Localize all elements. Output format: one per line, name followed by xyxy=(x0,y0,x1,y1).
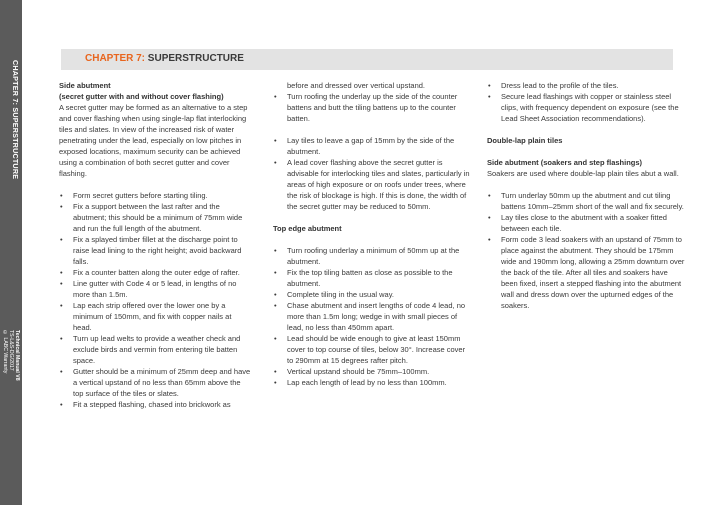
sidebar xyxy=(0,0,22,505)
list-item: • Secure lead flashings with copper or stainless steel clips, with frequency dependent on exposure (see the Lead Sheet Association recommendations). xyxy=(487,91,685,124)
list-item: • Turn roofing underlay a minimum of 50mm up at the abutment. xyxy=(273,245,471,267)
list-item: • Form code 3 lead soakers with an upstand of 75mm to place against the abutment. They should be 175mm wide and 190mm long, allowing a 25mm downturn over the back of the tile. After all tiles and soakers have been fixed, insert a stepped flashing into the abutment wall and dress down over the upturned edges of the soakers. xyxy=(487,234,685,311)
bullet-list xyxy=(273,245,471,388)
list-item: • Turn up lead welts to provide a weather check and exclude birds and vermin from entering tile batten space. xyxy=(59,333,251,366)
list-item: • Line gutter with Code 4 or 5 lead, in lengths of no more than 1.5m. xyxy=(59,278,251,300)
sidebar-chapter-label: CHAPTER 7: SUPERSTRUCTURE xyxy=(11,60,20,180)
section-subheading: Side abutment (soakers and step flashings) xyxy=(487,158,643,167)
chapter-title: SUPERSTRUCTURE xyxy=(147,53,244,64)
list-item: • Form secret gutters before starting tiling. xyxy=(59,190,251,201)
bullet-list xyxy=(59,190,251,410)
bullet-list xyxy=(273,135,471,212)
list-item: • Fix a support between the last rafter and the abutment; this should be a minimum of 75mm wide and run the full length of the abutment. xyxy=(59,201,251,234)
list-item: • Lead should be wide enough to give at least 150mm cover to top course of tiles, below 30°. Increase cover to 290mm at 15 degrees rafter pitch. xyxy=(273,333,471,366)
chapter-number: CHAPTER 7: xyxy=(85,53,146,64)
list-item: • Complete tiling in the usual way. xyxy=(273,289,471,300)
list-item: • Fix a splayed timber fillet at the discharge point to raise lead lining to the right height; avoid backward falls. xyxy=(59,234,251,267)
list-item: • Dress lead to the profile of the tiles. xyxy=(487,80,685,91)
list-item: • Chase abutment and insert lengths of code 4 lead, no more than 1.5m long; wedge in with small pieces of lead, no less than 450mm apart. xyxy=(273,300,471,333)
list-item: • Lay tiles close to the abutment with a soaker fitted between each tile. xyxy=(487,212,685,234)
paragraph: A secret gutter may be formed as an alternative to a step and cover flashing when using single-lap flat interlocking tiles and slates. In view of the increased risk of water penetrating under the lead, especially on low pitches in exposed locations, maximum security can be achieved using a combination of both secret gutter and cover flashing. xyxy=(59,103,248,178)
list-item: • Lay tiles to leave a gap of 15mm by the side of the abutment. xyxy=(273,135,471,157)
paragraph: Soakers are used where double-lap plain tiles abut a wall. xyxy=(487,169,679,178)
list-item-continuation: before and dressed over vertical upstand. xyxy=(287,81,425,90)
sidebar-brand: © LABC Warranty xyxy=(2,330,8,374)
list-item: • Vertical upstand should be 75mm–100mm. xyxy=(273,366,471,377)
bullet-list xyxy=(273,80,471,124)
column-2 xyxy=(273,80,471,388)
section-heading: Double-lap plain tiles xyxy=(487,136,563,145)
sidebar-manual-version: TS-L&S-DG/2017 xyxy=(8,330,14,371)
list-item: • Gutter should be a minimum of 25mm deep and have a vertical upstand of no less than 65mm above the top surface of the tiles or slates. xyxy=(59,366,251,399)
sidebar-manual-title: Technical Manual V8 xyxy=(14,330,20,381)
list-item: • Lap each length of lead by no less than 100mm. xyxy=(273,377,471,388)
bullet-list xyxy=(487,80,685,124)
list-item: • Lap each strip offered over the lower one by a minimum of 150mm, and fix with copper nails at head. xyxy=(59,300,251,333)
section-subheading: (secret gutter with and without cover flashing) xyxy=(59,92,224,101)
column-1 xyxy=(59,80,251,410)
list-item: • A lead cover flashing above the secret gutter is advisable for interlocking tiles and slates, particularly in areas of high exposure or on roofs under trees, where the risk of blockage is high. If this is done, the width of the secret gutter may be reduced to 50mm. xyxy=(273,157,471,212)
bullet-list xyxy=(487,190,685,311)
sidebar-manual-info xyxy=(2,330,20,480)
list-item: • Fix the top tiling batten as close as possible to the abutment. xyxy=(273,267,471,289)
page-title xyxy=(85,53,244,64)
chapter-header xyxy=(61,49,673,70)
list-item: • Turn roofing the underlay up the side of the counter battens and butt the tiling battens up to the counter batten. xyxy=(273,91,471,124)
list-item: • Fit a stepped flashing, chased into brickwork as xyxy=(59,399,251,410)
section-heading: Side abutment xyxy=(59,81,111,90)
column-3 xyxy=(487,80,685,311)
list-item: • Fix a counter batten along the outer edge of rafter. xyxy=(59,267,251,278)
list-item: • Turn underlay 50mm up the abutment and cut tiling battens 10mm–25mm short of the wall and fix securely. xyxy=(487,190,685,212)
section-heading: Top edge abutment xyxy=(273,224,342,233)
